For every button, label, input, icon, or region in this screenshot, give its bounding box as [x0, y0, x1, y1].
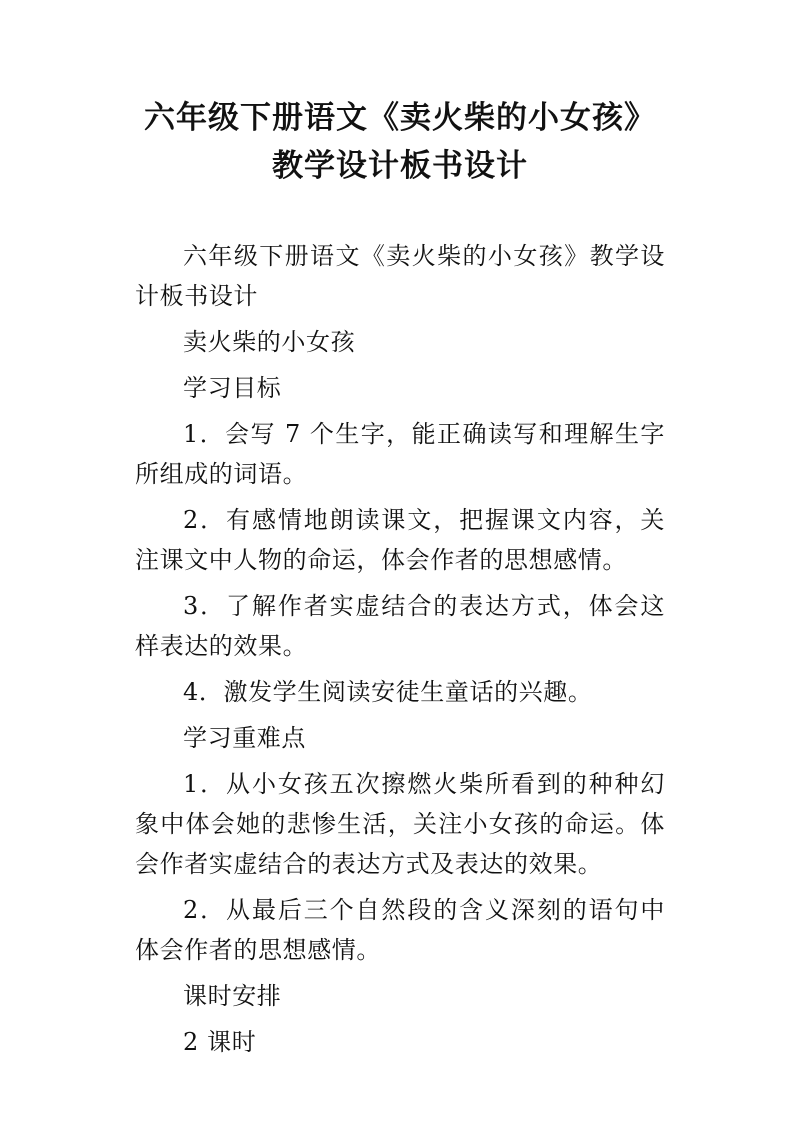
section-heading-objectives: 学习目标 [183, 374, 282, 402]
key-point-item-2: 2．从最后三个自然段的含义深刻的语句中体会作者的思想感情。 [135, 896, 665, 964]
document-title-line-2: 教学设计板书设计 [272, 148, 528, 184]
objective-item-1: 1．会写 7 个生字，能正确读写和理解生字所组成的词语。 [135, 420, 665, 488]
intro-paragraph: 六年级下册语文《卖火柴的小女孩》教学设计板书设计 [135, 242, 665, 310]
objective-item-4: 4．激发学生阅读安徒生童话的兴趣。 [183, 678, 593, 706]
objective-item-3: 3．了解作者实虚结合的表达方式，体会这样表达的效果。 [135, 592, 665, 660]
schedule-value: 2 课时 [183, 1028, 257, 1056]
key-point-item-1: 1．从小女孩五次擦燃火柴所看到的种种幻象中体会她的悲惨生活，关注小女孩的命运。体会作者实虚结合的表达方式及表达的效果。 [135, 770, 665, 878]
objective-item-2: 2．有感情地朗读课文，把握课文内容，关注课文中人物的命运，体会作者的思想感情。 [135, 506, 665, 574]
document-title-line-1: 六年级下册语文《卖火柴的小女孩》 [144, 100, 656, 136]
document-body [135, 236, 665, 1068]
lesson-name: 卖火柴的小女孩 [183, 328, 356, 356]
section-heading-key-points: 学习重难点 [183, 724, 306, 752]
section-heading-schedule: 课时安排 [183, 982, 282, 1010]
